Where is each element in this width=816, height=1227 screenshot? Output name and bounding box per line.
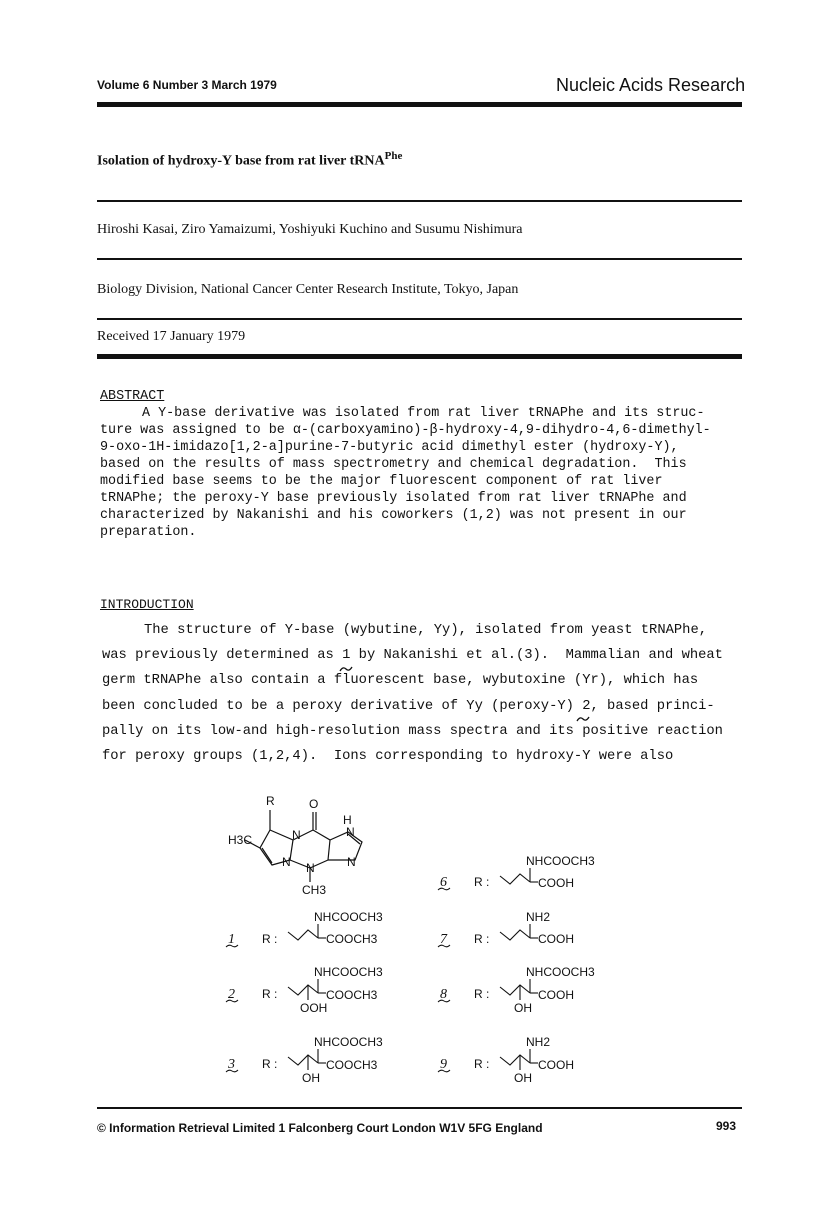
- footer-rule: [97, 1107, 742, 1109]
- intro-line: was previously determined as 1 by Nakanishi et al.(3). Mammalian and wheat: [102, 648, 723, 664]
- compound-bottom-group: OH: [514, 1001, 532, 1015]
- header-rule: [97, 102, 742, 107]
- introduction-body: [102, 618, 742, 769]
- tilde-mark-1: [339, 660, 353, 668]
- core-label-o: O: [309, 797, 319, 811]
- compound-r-label: R :: [262, 1057, 278, 1071]
- compound-right-group: COOCH3: [326, 988, 378, 1002]
- compound-bottom-group: OH: [514, 1071, 532, 1085]
- introduction-heading: INTRODUCTION: [100, 597, 194, 612]
- compound-number: 1: [228, 932, 235, 947]
- title-text: Isolation of hydroxy-Y base from rat liver tRNA: [97, 153, 385, 169]
- compound-number: 6: [440, 875, 447, 890]
- page-number: 993: [716, 1119, 737, 1133]
- tilde-mark-2: [576, 710, 590, 718]
- core-label-h3c: H3C: [228, 833, 253, 847]
- compound-bottom-group: OH: [302, 1071, 320, 1085]
- affiliation: Biology Division, National Cancer Center Research Institute, Tokyo, Japan: [97, 282, 519, 297]
- authors: Hiroshi Kasai, Ziro Yamaizumi, Yoshiyuki Kuchino and Susumu Nishimura: [97, 222, 523, 237]
- abstract-section: [100, 388, 740, 541]
- intro-line: pally on its low-and high-resolution mass spectra and its positive reaction: [102, 723, 723, 739]
- core-label-r: R: [266, 794, 275, 808]
- compound-3: [226, 1035, 383, 1085]
- compound-number: 8: [440, 987, 447, 1002]
- abstract-line: preparation.: [100, 525, 197, 540]
- compound-right-group: COOCH3: [326, 932, 378, 946]
- abstract-line: 9-oxo-1H-imidazo[1,2-a]purine-7-butyric acid dimethyl ester (hydroxy-Y),: [100, 440, 679, 455]
- intro-line: been concluded to be a peroxy derivative of Yy (peroxy-Y) 2, based princi-: [102, 698, 715, 714]
- compound-number: 3: [228, 1057, 235, 1072]
- paper-title: [97, 150, 402, 170]
- title-superscript: Phe: [384, 150, 403, 162]
- compound-right-group: COOCH3: [326, 1058, 378, 1072]
- compound-r-label: R :: [474, 932, 490, 946]
- compound-r-label: R :: [474, 875, 490, 889]
- abstract-line: based on the results of mass spectrometry and chemical degradation. This: [100, 457, 687, 472]
- abstract-line: characterized by Nakanishi and his coworkers (1,2) was not present in our: [100, 508, 687, 523]
- compound-right-group: COOH: [538, 876, 574, 890]
- authors-rule: [97, 258, 742, 260]
- abstract-line: ture was assigned to be α-(carboxyamino)-β-hydroxy-4,9-dihydro-4,6-dimethyl-: [100, 423, 711, 438]
- received-rule: [97, 354, 742, 359]
- abstract-line: modified base seems to be the major fluorescent component of rat liver: [100, 474, 663, 489]
- compound-right-group: COOH: [538, 932, 574, 946]
- received-date: Received 17 January 1979: [97, 329, 246, 344]
- publisher-line: © Information Retrieval Limited 1 Falconberg Court London W1V 5FG England: [97, 1121, 543, 1135]
- compound-top-group: NH2: [526, 910, 551, 924]
- intro-line: for peroxy groups (1,2,4). Ions corresponding to hydroxy-Y were also: [102, 748, 674, 764]
- compound-right-group: COOH: [538, 1058, 574, 1072]
- abstract-heading: ABSTRACT: [100, 389, 165, 404]
- compound-top-group: NHCOOCH3: [314, 910, 383, 924]
- compound-9: [438, 1035, 574, 1085]
- structure-figure: [200, 790, 620, 1090]
- core-label-n: N: [347, 855, 356, 869]
- intro-line: The structure of Y-base (wybutine, Yy), isolated from yeast tRNAPhe,: [144, 623, 708, 638]
- compound-2: [226, 965, 383, 1015]
- compound-r-label: R :: [474, 1057, 490, 1071]
- compound-top-group: NHCOOCH3: [314, 965, 383, 979]
- core-label-h: H: [343, 813, 352, 827]
- compound-7: [438, 910, 574, 947]
- core-label-n: N: [292, 828, 301, 842]
- compound-1: [226, 910, 383, 947]
- compound-right-group: COOH: [538, 988, 574, 1002]
- core-label-ch3: CH3: [302, 883, 327, 897]
- compound-r-label: R :: [474, 987, 490, 1001]
- compound-number: 7: [440, 932, 447, 947]
- compound-top-group: NH2: [526, 1035, 551, 1049]
- core-label-n: N: [306, 861, 315, 875]
- compound-top-group: NHCOOCH3: [526, 854, 595, 868]
- compound-top-group: NHCOOCH3: [526, 965, 595, 979]
- journal-name: Nucleic Acids Research: [556, 75, 746, 95]
- abstract-line: tRNAPhe; the peroxy-Y base previously isolated from rat liver tRNAPhe and: [100, 491, 687, 506]
- core-label-n: N: [282, 855, 291, 869]
- compound-r-label: R :: [262, 932, 278, 946]
- compound-number: 9: [440, 1057, 447, 1072]
- compound-6: [438, 854, 595, 890]
- compound-number: 2: [228, 987, 235, 1002]
- core-label-n: N: [346, 825, 355, 839]
- abstract-line: A Y-base derivative was isolated from rat liver tRNAPhe and its struc-: [142, 406, 705, 421]
- compound-bottom-group: OOH: [300, 1001, 328, 1015]
- affiliation-rule: [97, 318, 742, 320]
- journal-issue: Volume 6 Number 3 March 1979: [97, 78, 277, 92]
- compound-8: [438, 965, 595, 1015]
- compound-r-label: R :: [262, 987, 278, 1001]
- intro-line: germ tRNAPhe also contain a fluorescent base, wybutoxine (Yr), which has: [102, 673, 699, 689]
- compound-top-group: NHCOOCH3: [314, 1035, 383, 1049]
- title-rule: [97, 200, 742, 202]
